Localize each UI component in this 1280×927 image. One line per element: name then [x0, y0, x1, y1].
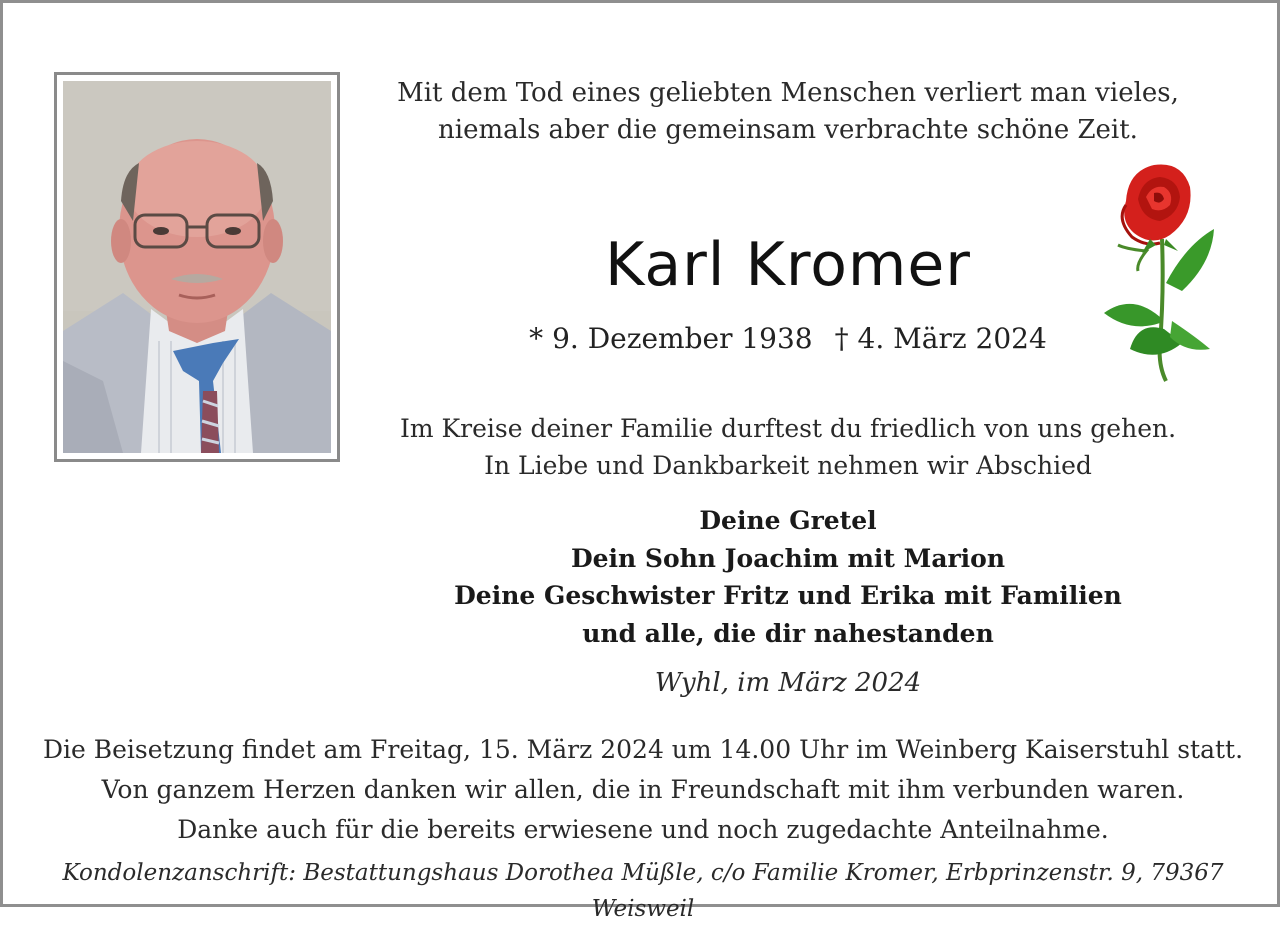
- place-and-date: Wyhl, im März 2024: [654, 668, 922, 698]
- deceased-name: Karl Kromer: [605, 230, 971, 300]
- condolence-address: Kondolenzanschrift: Bestattungshaus Dorothea Müßle, c/o Familie Kromer, Erbprinzenstr. 9, 79367 Weisweil: [62, 860, 1224, 922]
- burial-line: Von ganzem Herzen danken wir allen, die in Freundschaft mit ihm verbunden waren.: [101, 775, 1185, 804]
- death-date: † 4. März 2024: [834, 322, 1047, 355]
- opening-quote: [383, 75, 1193, 149]
- burial-line: Die Beisetzung findet am Freitag, 15. März 2024 um 14.00 Uhr im Weinberg Kaiserstuhl statt.: [42, 735, 1244, 764]
- life-dates: [483, 321, 1093, 357]
- farewell-line: In Liebe und Dankbarkeit nehmen wir Abschied: [484, 451, 1092, 480]
- quote-line: Mit dem Tod eines geliebten Menschen verliert man vieles,: [397, 78, 1179, 108]
- mourner-line: und alle, die dir nahestanden: [582, 618, 994, 648]
- burial-notice: [23, 730, 1263, 850]
- quote-line: niemals aber die gemeinsam verbrachte schöne Zeit.: [438, 115, 1138, 145]
- mourner-line: Deine Gretel: [699, 506, 877, 535]
- mourner-line: Dein Sohn Joachim mit Marion: [570, 543, 1006, 573]
- portrait-photo: [63, 81, 331, 453]
- burial-line: Danke auch für die bereits erwiesene und noch zugedachte Anteilnahme.: [177, 815, 1109, 844]
- farewell-line: Im Kreise deiner Familie durftest du friedlich von uns gehen.: [399, 414, 1177, 443]
- mourners-list: [333, 502, 1243, 652]
- mourner-line: Deine Geschwister Fritz und Erika mit Familien: [454, 581, 1122, 610]
- red-rose-icon: [1086, 153, 1226, 385]
- birth-date: * 9. Dezember 1938: [529, 322, 813, 355]
- farewell-text: [333, 410, 1243, 484]
- portrait-photo-frame: [54, 72, 340, 462]
